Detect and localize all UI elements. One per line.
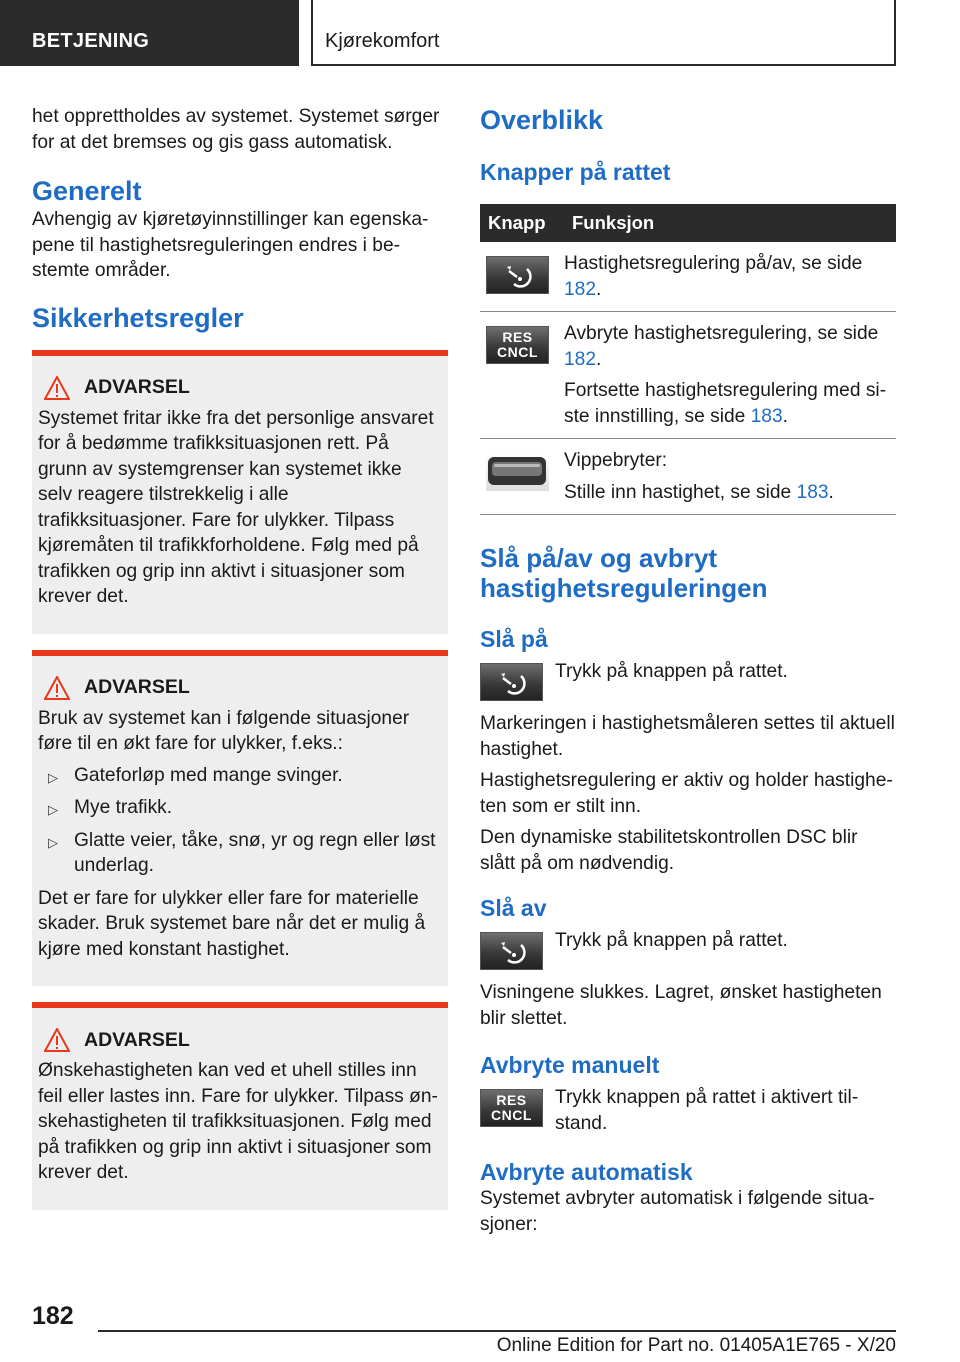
function-text: Stille inn hastighet, se side 183. [564, 481, 834, 503]
on-heading: Slå på [480, 626, 548, 652]
res-cncl-button: RES CNCL [480, 1089, 543, 1127]
on-paragraph-3: Den dynamiske stabilitetskontrollen DSC blir slått på om nødvendig. [480, 827, 858, 874]
off-paragraph-1: Visningene slukkes. Lagret, ønsket hastigheten blir slettet. [480, 982, 882, 1029]
function-text: Hastighetsregulering på/av, se side 182. [564, 253, 863, 300]
res-cncl-button: RES CNCL [486, 326, 549, 364]
manual-heading: Avbryte manuelt [480, 1052, 660, 1078]
cruise-control-icon [486, 256, 549, 294]
warning-triangle-icon [44, 1028, 70, 1052]
auto-paragraph-1: Systemet avbryter automatisk i følgende situasjoner: [480, 1188, 875, 1235]
warning-title: ADVARSEL [84, 1028, 190, 1051]
page-number: 182 [32, 1302, 74, 1330]
intro-paragraph: het opprettholdes av systemet. Systemet sørger for at det bremses og gis gass automatisk. [32, 106, 440, 153]
on-paragraph-2: Hastighetsregulering er aktiv og holder hastigheten som er stilt inn. [480, 770, 893, 817]
on-instruction [480, 659, 896, 701]
cruise-control-icon [480, 663, 543, 701]
header-chapter-tab [311, 0, 896, 66]
on-button-text: Trykk på knappen på rattet. [555, 661, 788, 682]
bullet-triangle-icon: ▷ [48, 834, 58, 850]
general-heading: Generelt [32, 176, 142, 206]
onoff-heading: Slå på/av og avbryt hastighetsreguleringen [480, 543, 768, 603]
function-text: Fortsette hastighetsregulering med siste innstilling, se side 183. [564, 380, 887, 427]
off-button-text: Trykk på knappen på rattet. [555, 930, 788, 951]
header-chapter-label: Kjørekomfort [325, 30, 440, 52]
warning-text: Systemet fritar ikke fra det personlige ansvaret for å bedømme trafikksituasjonen rett. På grunn av systemgrenser kan systemet ikke selv reagere tilstrekkelig i alle trafikksituasjoner. Fare for ulykker. Tilpass kjøremåten til trafikkforholdene. Følg med på trafikken og grip inn aktivt i situasjoner som krever det. [38, 407, 434, 607]
warning-outro: Det er fare for ulykker eller fare for materielle skader. Bruk systemet bare når det er mulig å kjøre med konstant hastighet. [38, 887, 426, 960]
off-instruction [480, 928, 896, 970]
header-section-label: BETJENING [32, 30, 150, 52]
table-row [480, 312, 896, 439]
function-text: Avbryte hastighetsregulering, se side 182. [564, 323, 879, 370]
safety-heading: Sikkerhetsregler [32, 302, 244, 333]
rocker-switch-icon [486, 453, 549, 491]
right-column [480, 104, 896, 1243]
warning-title: ADVARSEL [84, 376, 190, 398]
bullet-triangle-icon: ▷ [48, 802, 58, 817]
on-paragraph-1: Markeringen i hastighetsmåleren settes til aktuell hastighet. [480, 713, 895, 760]
header-section-tab [0, 0, 299, 66]
function-text: Vippebryter: [564, 450, 668, 471]
warning-list [38, 763, 440, 879]
cruise-control-icon [480, 932, 543, 970]
warning-text: Ønskehastigheten kan ved et uhell stilles inn feil eller lastes inn. Fare for ulykker. Tilpass ønskehastigheten til trafikksituasjonen. Følg med på trafikken og grip inn aktivt i situasjoner som krever det. [38, 1060, 438, 1183]
table-header-key: Knapp [480, 204, 564, 242]
auto-heading: Avbryte automatisk [480, 1159, 693, 1185]
manual-button-text: Trykk knappen på rattet i aktivert tilstand. [555, 1087, 859, 1134]
table-row [480, 439, 896, 515]
warning-intro: Bruk av systemet kan i følgende situasjoner føre til en økt fare for ulykker, f.eks.: [38, 707, 410, 754]
footer-divider [98, 1330, 896, 1332]
left-column [32, 104, 448, 1210]
buttons-heading: Knapper på rattet [480, 159, 671, 185]
general-paragraph: Avhengig av kjøretøyinnstillinger kan egenskapene til hastighetsreguleringen endres i bestemte områder. [32, 209, 429, 281]
warning-triangle-icon [44, 676, 70, 700]
table-row [480, 242, 896, 312]
buttons-table [480, 204, 896, 515]
warning-box-3 [32, 1002, 448, 1210]
bullet-triangle-icon: ▷ [48, 769, 58, 785]
warning-title: ADVARSEL [84, 676, 190, 698]
list-item: ▷ Mye trafikk. [38, 795, 440, 821]
off-heading: Slå av [480, 895, 547, 921]
footer-edition: Online Edition for Part no. 01405A1E765 - X/20 [496, 1335, 896, 1356]
warning-triangle-icon [44, 376, 70, 400]
list-item: ▷ Gateforløp med mange svinger. [38, 763, 440, 789]
list-item: ▷ Glatte veier, tåke, snø, yr og regn eller løst underlag. [48, 829, 436, 876]
warning-box-2 [32, 650, 448, 987]
warning-box-1 [32, 350, 448, 634]
table-header-function: Funksjon [564, 204, 896, 242]
manual-instruction [480, 1085, 896, 1136]
overview-heading: Overblikk [480, 105, 604, 135]
